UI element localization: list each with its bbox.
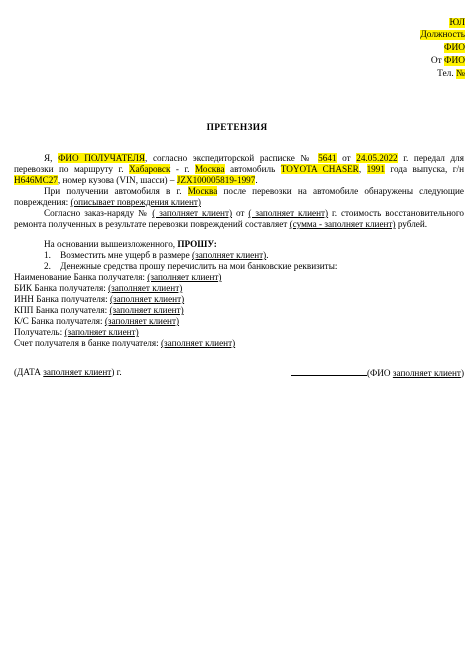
text-fragment: (описывает повреждения клиент) — [70, 197, 201, 207]
text-fragment: заполняет клиент — [43, 367, 112, 377]
text-fragment: Хабаровск — [128, 164, 171, 174]
text-fragment: (заполняет клиент) — [108, 283, 183, 293]
text-fragment: ) г. — [111, 367, 122, 377]
text-fragment: ( заполняет клиент) — [152, 208, 233, 218]
bank-name-row — [14, 272, 221, 283]
text-fragment: (сумма - заполняет клиент) — [289, 219, 396, 229]
text-fragment: (заполняет клиент) — [104, 316, 180, 326]
text-fragment: JZX100005819-1997 — [176, 175, 256, 185]
text-fragment: На основании вышеизложенного, — [44, 239, 178, 249]
text-fragment: повреждения: — [14, 197, 71, 207]
text-fragment: , номер кузова (VIN, шасси) – — [57, 175, 177, 185]
text-fragment: БИК Банка получателя: — [14, 283, 109, 293]
header-from — [431, 55, 465, 67]
text-fragment: после перевозки на автомобиле обнаружены следующие — [217, 186, 464, 196]
recipient-row — [14, 327, 139, 338]
text-fragment: От — [430, 56, 445, 66]
text-fragment: Возместить мне ущерб в размере — [60, 250, 193, 260]
text-fragment: (заполняет клиент) — [192, 250, 267, 260]
text-fragment: автомобиль — [224, 164, 281, 174]
text-fragment: . — [266, 250, 269, 260]
text-fragment: 5641 — [318, 153, 337, 163]
signature-line — [291, 367, 367, 376]
text-fragment: К/С Банка получателя: — [14, 316, 105, 326]
text-fragment: ремонта полученных в результате перевозки повреждений составляет — [14, 219, 290, 229]
text-fragment: (заполняет клиент) — [109, 305, 184, 315]
p1-line2 — [14, 164, 464, 175]
document-title: ПРЕТЕНЗИЯ — [206, 123, 268, 133]
p3-line2 — [14, 219, 427, 230]
text-fragment: Счет получателя в банке получателя: — [14, 338, 161, 348]
text-fragment: - г. — [170, 164, 195, 174]
text-fragment: ФИО — [444, 43, 465, 53]
header-name — [444, 42, 465, 54]
text-fragment: ЮЛ — [449, 18, 465, 28]
text-fragment: Согласно заказ-наряду № — [44, 208, 153, 218]
p1-line1 — [44, 153, 464, 164]
header-org — [449, 17, 465, 29]
text-fragment: (заполняет клиент) — [109, 294, 185, 304]
text-fragment: перевозки по маршруту г. — [14, 164, 129, 174]
p1-line3 — [14, 175, 258, 186]
text-fragment: (заполняет клиент) — [160, 338, 236, 348]
text-fragment: рублей. — [395, 219, 428, 229]
text-fragment: от — [232, 208, 249, 218]
text-fragment: Денежные средства прошу перечислить на мои банковские реквизиты: — [60, 261, 338, 271]
bank-inn-row — [14, 294, 184, 305]
basis-line — [44, 239, 217, 250]
text-fragment: года выпуска, г/н — [384, 164, 464, 174]
text-fragment: , — [358, 164, 367, 174]
text-fragment: Москва — [187, 186, 218, 196]
p2-line2 — [14, 197, 201, 208]
text-fragment: (ФИО — [366, 368, 393, 378]
text-fragment: Н646МС27 — [14, 175, 58, 185]
bank-bik-row — [14, 283, 182, 294]
p2-line1 — [44, 186, 464, 197]
text-fragment: ( заполняет клиент) — [248, 208, 329, 218]
account-row — [14, 338, 235, 349]
footer-signature — [291, 367, 464, 379]
text-fragment: ) — [460, 368, 464, 378]
bank-ks-row — [14, 316, 179, 327]
text-fragment: (заполняет клиент) — [64, 327, 139, 337]
text-fragment: Тел. — [437, 69, 457, 79]
header-position — [420, 29, 465, 41]
text-fragment: , согласно экспедиторской расписке № — [145, 153, 319, 163]
header-phone — [437, 68, 465, 80]
text-fragment: ИНН Банка получателя: — [14, 294, 110, 304]
text-fragment: г. стоимость восстановительного — [328, 208, 465, 218]
text-fragment: TOYOTA CHASER — [280, 164, 359, 174]
text-fragment: ФИО — [444, 56, 465, 66]
text-fragment: 24.05.2022 — [356, 153, 398, 163]
text-fragment: Я, — [44, 153, 59, 163]
text-fragment: (заполняет клиент) — [147, 272, 222, 282]
text-fragment: 1991 — [366, 164, 385, 174]
text-fragment: Должность — [420, 30, 465, 40]
request-1 — [44, 250, 269, 261]
footer-date — [14, 367, 122, 378]
text-fragment: КПП Банка получателя: — [14, 305, 110, 315]
text-fragment: Наименование Банка получателя: — [14, 272, 148, 282]
text-fragment: (ДАТА — [14, 367, 44, 377]
request-2 — [44, 261, 337, 272]
text-fragment: ПРОШУ: — [177, 239, 217, 249]
text-fragment: Получатель: — [14, 327, 65, 337]
text-fragment: Москва — [194, 164, 225, 174]
text-fragment: При получении автомобиля в г. — [44, 186, 188, 196]
bank-kpp-row — [14, 305, 184, 316]
text-fragment: 2. — [44, 261, 51, 271]
text-fragment: . — [255, 175, 258, 185]
text-fragment: 1. — [44, 250, 51, 260]
text-fragment: № — [456, 69, 465, 79]
text-fragment: от — [336, 153, 357, 163]
text-fragment: заполняет клиент — [392, 368, 461, 378]
text-fragment: г. передал для — [397, 153, 464, 163]
text-fragment: ФИО ПОЛУЧАТЕЛЯ — [58, 153, 146, 163]
p3-line1 — [44, 208, 464, 219]
